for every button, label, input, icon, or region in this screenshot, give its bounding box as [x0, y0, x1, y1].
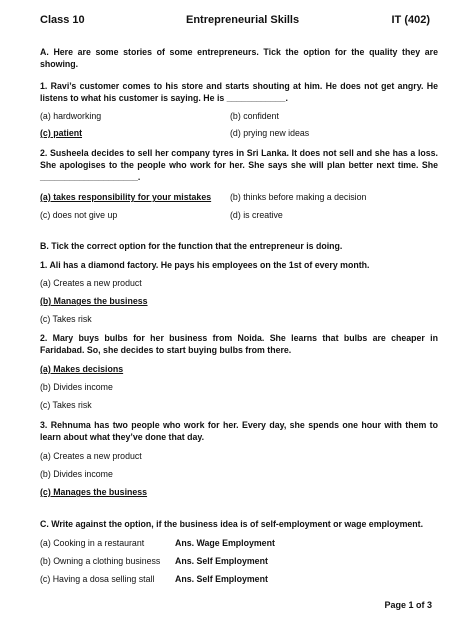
option-b3-c-answer — [40, 487, 440, 499]
option-label: (c) Takes risk — [40, 400, 92, 410]
option-b1-a — [40, 278, 440, 290]
option-b2-b — [40, 382, 440, 394]
option-a1-b: (b) confident — [230, 111, 279, 121]
question-b3: 3. Rehnuma has two people who work for her. Every day, she spends one hour with them to learn about what they’ve done that day. — [40, 420, 438, 442]
option-label: (a) Creates a new product — [40, 451, 142, 461]
section-c-title: C. Write against the option, if the business idea is of self-employment or wage employment. — [40, 519, 424, 529]
option-label: (b) Divides income — [40, 382, 113, 392]
options-row — [40, 111, 440, 123]
answer-c-b: Ans. Self Employment — [175, 556, 268, 566]
header-code: IT (402) — [391, 14, 430, 26]
option-b2-a-answer — [40, 364, 440, 376]
question-b2: 2. Mary buys bulbs for her business from Noida. She learns that bulbs are cheaper in Faridabad. So, she decides to start buying bulbs from there. — [40, 333, 438, 355]
question-a2: 2. Susheela decides to sell her company tyres in Sri Lanka. It does not sell and she has a loss. She apologises to the people who work for her. She says she will plan better next time. She ____________________. — [40, 148, 438, 182]
option-a2-a-answer: (a) takes responsibility for your mistakes — [40, 192, 212, 202]
section-b-title: B. Tick the correct option for the function that the entrepreneur is doing. — [40, 241, 343, 251]
options-row — [40, 128, 440, 140]
section-a-title: A. Here are some stories of some entrepreneurs. Tick the option for the quality they are showing. — [40, 47, 438, 69]
answer-c-c: Ans. Self Employment — [175, 574, 268, 584]
option-a1-c-answer: (c) patient — [40, 128, 83, 138]
list-item — [40, 538, 440, 550]
option-label: (a) Makes decisions — [40, 364, 124, 374]
header-class: Class 10 — [40, 14, 85, 26]
option-b2-c — [40, 400, 440, 412]
option-a2-b: (b) thinks before making a decision — [230, 192, 367, 202]
option-a1-a: (a) hardworking — [40, 111, 102, 121]
list-item — [40, 574, 440, 586]
option-label: (a) Creates a new product — [40, 278, 142, 288]
option-b1-b-answer — [40, 296, 440, 308]
option-a2-c: (c) does not give up — [40, 210, 118, 220]
option-b3-b — [40, 469, 440, 481]
question-a1: 1. Ravi’s customer comes to his store and starts shouting at him. He does not get angry. He listens to what his customer is saying. He is ____________. — [40, 81, 438, 103]
option-c-b: (b) Owning a clothing business — [40, 556, 161, 566]
option-a2-d: (d) is creative — [230, 210, 283, 220]
list-item — [40, 556, 440, 568]
option-b1-c — [40, 314, 440, 326]
header-subject: Entrepreneurial Skills — [186, 14, 300, 26]
question-b1: 1. Ali has a diamond factory. He pays his employees on the 1st of every month. — [40, 260, 370, 270]
option-label: (c) Takes risk — [40, 314, 92, 324]
options-row — [40, 210, 440, 222]
option-label: (b) Divides income — [40, 469, 113, 479]
answer-c-a: Ans. Wage Employment — [175, 538, 275, 548]
options-row — [40, 192, 440, 204]
option-label: (c) Manages the business — [40, 487, 148, 497]
option-c-a: (a) Cooking in a restaurant — [40, 538, 145, 548]
option-label: (b) Manages the business — [40, 296, 148, 306]
page-number: Page 1 of 3 — [384, 600, 432, 610]
option-a1-d: (d) prying new ideas — [230, 128, 310, 138]
option-b3-a — [40, 451, 440, 463]
option-c-c: (c) Having a dosa selling stall — [40, 574, 155, 584]
